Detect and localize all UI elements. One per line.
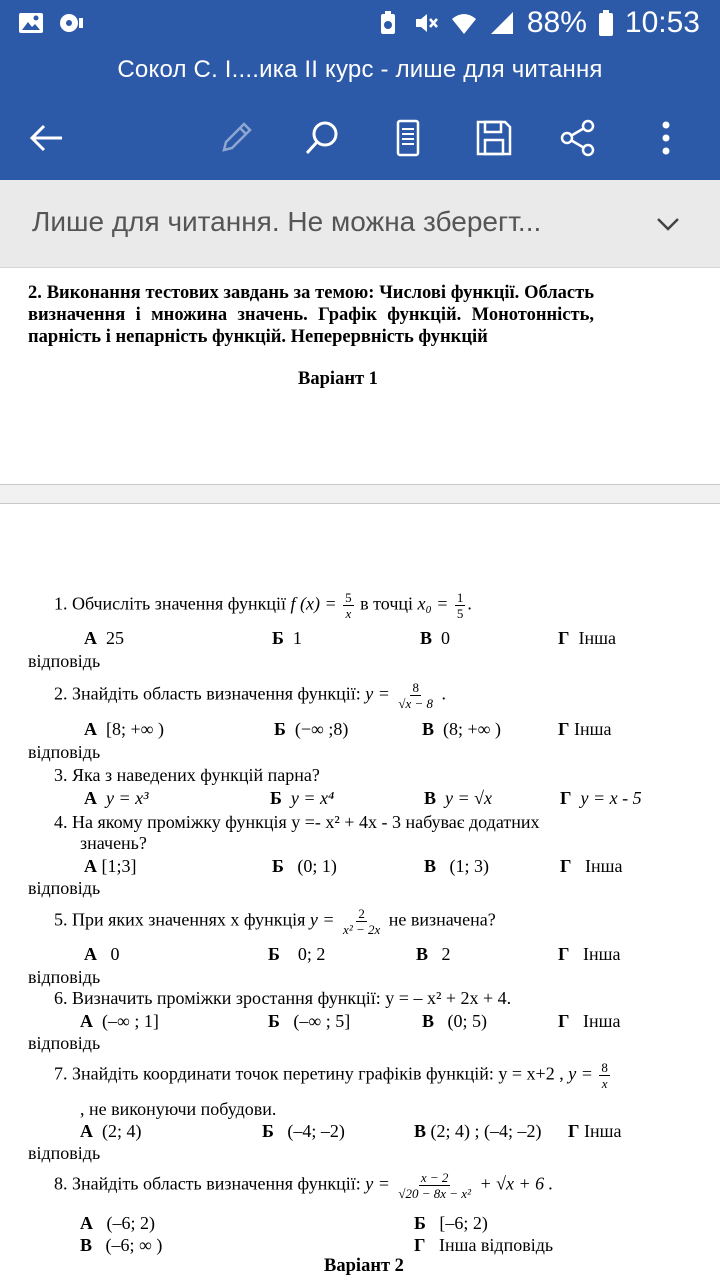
back-button[interactable] xyxy=(16,108,76,168)
q1-option-c: В 0 xyxy=(420,628,451,648)
question-3: 3. Яка з наведених функцій парна? xyxy=(54,765,320,785)
q8-option-c: В (–6; ∞ ) xyxy=(80,1235,163,1255)
toolbar xyxy=(0,108,720,168)
q6-option-a: А (–∞ ; 1] xyxy=(80,1011,159,1031)
share-icon xyxy=(558,118,598,158)
q4-option-b: Б (0; 1) xyxy=(272,856,337,876)
q6-option-d-cont: відповідь xyxy=(28,1033,101,1053)
question-8: 8. Знайдіть область визначення функції: y = $\frac{x - 2}{\text{√20 − 8x − x²}}$ + √x + 6 . xyxy=(54,1170,554,1201)
back-arrow-icon xyxy=(26,118,66,158)
q7-option-a: А (2; 4) xyxy=(80,1121,142,1141)
q7-option-c: В (2; 4) ; (–4; –2) xyxy=(414,1121,542,1141)
battery-percent: 88% xyxy=(526,6,587,39)
q4-option-c: В (1; 3) xyxy=(424,856,490,876)
q2-option-d-cont: відповідь xyxy=(28,742,101,762)
q4-option-d: Г Інша xyxy=(560,856,623,876)
q8-option-b: Б [–6; 2) xyxy=(414,1213,488,1233)
q4-option-a: А [1;3] xyxy=(84,856,137,876)
share-button[interactable] xyxy=(548,108,608,168)
question-4-cont: значень? xyxy=(80,833,147,853)
app-bar xyxy=(0,48,720,180)
search-button[interactable] xyxy=(292,108,352,168)
question-6: 6. Визначить проміжки зростання функції: y = – x² + 2x + 4. xyxy=(54,988,512,1008)
clock: 10:53 xyxy=(624,6,700,39)
section-heading: 2. Виконання тестових завдань за темою: Числові функції. Область визначення і множина значень. Графік функцій. Монотонність, парність і непарність функцій. Неперервність функцій xyxy=(28,283,594,347)
variant-2-title: Варіант 2 xyxy=(324,1256,404,1276)
q5-option-c: В 2 xyxy=(416,944,451,964)
more-vertical-icon xyxy=(646,118,686,158)
document-title: Сокол С. І....ика ІІ курс - лише для читання xyxy=(117,56,603,83)
q5-option-d-cont: відповідь xyxy=(28,967,101,987)
q2-option-d: Г Інша xyxy=(558,719,612,739)
q2-option-b: Б (−∞ ;8) xyxy=(274,719,349,739)
gallery-notification-icon xyxy=(18,10,44,36)
reading-view-button[interactable] xyxy=(378,108,438,168)
question-1: 1. Обчисліть значення функції f (x) = $\frac{5}{x}$ в точці x₀ = $\frac{1}{5}$ . xyxy=(54,590,472,621)
q7-option-d-cont: відповідь xyxy=(28,1143,101,1163)
q6-option-b: Б (–∞ ; 5] xyxy=(268,1011,351,1031)
question-4: 4. На якому проміжку функція y =- x² + 4x - 3 набуває додатних xyxy=(54,812,540,832)
q2-option-a: А [8; +∞ ) xyxy=(84,719,164,739)
q5-option-b: Б 0; 2 xyxy=(268,944,326,964)
edit-button[interactable] xyxy=(206,108,266,168)
q1-option-d: Г Інша xyxy=(558,628,616,648)
page-separator xyxy=(0,484,720,504)
mute-icon xyxy=(413,10,439,36)
variant-1-title: Варіант 1 xyxy=(298,369,378,389)
search-icon xyxy=(302,118,342,158)
q8-option-d: Г Інша відповідь xyxy=(414,1235,554,1255)
q3-option-a: А y = x³ xyxy=(84,788,149,808)
q8-option-a: А (–6; 2) xyxy=(80,1213,155,1233)
q1-option-d-cont: відповідь xyxy=(28,651,101,671)
q6-option-d: Г Інша xyxy=(558,1011,621,1031)
q3-option-d: Г y = x - 5 xyxy=(560,788,642,808)
readonly-banner-text: Лише для читання. Не можна зберегт... xyxy=(32,206,542,237)
status-bar xyxy=(0,0,720,48)
question-7-cont: , не виконуючи побудови. xyxy=(80,1099,277,1119)
question-2: 2. Знайдіть область визначення функції: y = $\frac{8}{√x - 8}$ . xyxy=(54,680,447,711)
question-5: 5. При яких значеннях x функція y = $\frac{2}{\text{x² − 2x}}$ не визначена? xyxy=(54,906,496,937)
q3-option-b: Б y = x⁴ xyxy=(270,788,335,808)
q2-option-c: В (8; +∞ ) xyxy=(422,719,501,739)
chevron-down-icon[interactable] xyxy=(652,208,684,240)
pencil-icon xyxy=(216,118,256,158)
q3-option-c: В y = √x xyxy=(424,788,493,808)
q4-option-d-cont: відповідь xyxy=(28,878,101,898)
q5-option-a: А 0 xyxy=(84,944,120,964)
q7-option-d: Г Інша xyxy=(568,1121,622,1141)
media-notification-icon xyxy=(58,10,84,36)
q1-option-a: А 25 xyxy=(84,628,124,648)
mobile-view-icon xyxy=(388,118,428,158)
question-7: 7. Знайдіть координати точок перетину графіків функцій: y = x+2 , y = $\frac{8}{x}$ xyxy=(54,1060,608,1091)
q7-option-b: Б (–4; –2) xyxy=(262,1121,345,1141)
readonly-banner[interactable] xyxy=(0,180,720,268)
signal-icon xyxy=(489,10,515,36)
more-options-button[interactable] xyxy=(636,108,696,168)
q1-option-b: Б 1 xyxy=(272,628,302,648)
q5-option-d: Г Інша xyxy=(558,944,621,964)
wifi-icon xyxy=(451,10,477,36)
save-button[interactable] xyxy=(464,108,524,168)
battery-icon xyxy=(599,10,613,36)
save-icon xyxy=(474,118,514,158)
q6-option-c: В (0; 5) xyxy=(422,1011,488,1031)
battery-saver-icon xyxy=(375,10,401,36)
